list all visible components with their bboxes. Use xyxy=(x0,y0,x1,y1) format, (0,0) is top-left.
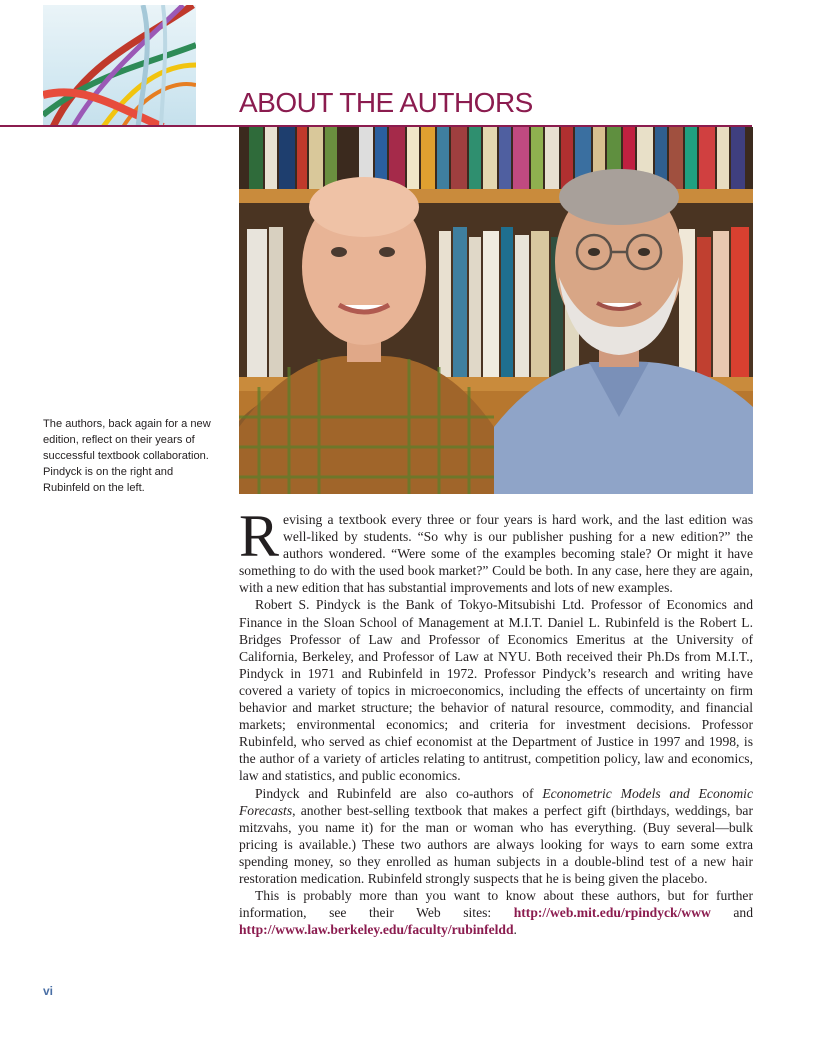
book-title: Econometric Models and Economic Forecasts xyxy=(239,785,753,818)
rubinfeld-website-link[interactable]: http://www.law.berkeley.edu/faculty/rubinfeldd xyxy=(239,922,514,938)
page-number: vi xyxy=(43,984,54,998)
authors-photo xyxy=(239,127,753,494)
decorative-ribbons-image xyxy=(43,5,196,127)
body-text xyxy=(239,503,754,938)
paragraph-2: Robert S. Pindyck is the Bank of Tokyo-Mitsubishi Ltd. Professor of Economics and Finance in the Sloan School of Management at M.I.T. Daniel L. Rubinfeld is the Robert L. Bridges Professor of Law and Professor of Economics Emeritus at the University of California, Berkeley, and Professor of Law at NYU. Both received their Ph.Ds from M.I.T., Pindyck in 1971 and Rubinfeld in 1972. Professor Pindyck’s research and writing have covered a variety of topics in microeconomics, including the effects of uncertainty on firm behavior and market structure; the behavior of natural resource, commodity, and financial markets; environmental economics; and criteria for investment decisions. Professor Rubinfeld, who served as chief economist at the Department of Justice in 1997 and 1998, is the author of a variety of articles relating to antitrust, competition policy, law and economics, law and statistics, and public economics. xyxy=(239,597,753,784)
pindyck-website-link[interactable]: http://web.mit.edu/rpindyck/www xyxy=(513,905,711,921)
photo-caption: The authors, back again for a new edition, reflect on their years of successful textbook collaboration. Pindyck is on the right and Rubinfeld on the left. xyxy=(43,418,211,494)
paragraph-1: Revising a textbook every three or four years is hard work, and the last edition was well-liked by students. “So why is our publisher pushing for a new edition?” the authors wondered. “Were some of the examples becoming stale? Or might it have something to do with the used book market?” Could be both. In any case, here they are again, with a new edition that has substantial improvements and lots of new examples. xyxy=(239,503,753,596)
paragraph-3: Pindyck and Rubinfeld are also co-authors of Econometric Models and Economic Forecasts, another best-selling textbook that makes a perfect gift (birthdays, weddings, bar mitzvahs, you name it) for the man or woman who has everything. (Buy several—bulk pricing is available.) These two authors are always looking for ways to earn some extra spending money, so they enrolled as human subjects in a double-blind test of a new hair restoration medication. Rubinfeld strongly suspects that he is being given the placebo. xyxy=(239,785,753,886)
drop-cap: R xyxy=(239,503,280,569)
page-title: ABOUT THE AUTHORS xyxy=(239,87,533,118)
paragraph-4: This is probably more than you want to know about these authors, but for further information, see their Web sites: http://web.mit.edu/rpindyck/www and http://www.law.berkeley.edu/faculty/rubinfeldd. xyxy=(239,888,754,938)
